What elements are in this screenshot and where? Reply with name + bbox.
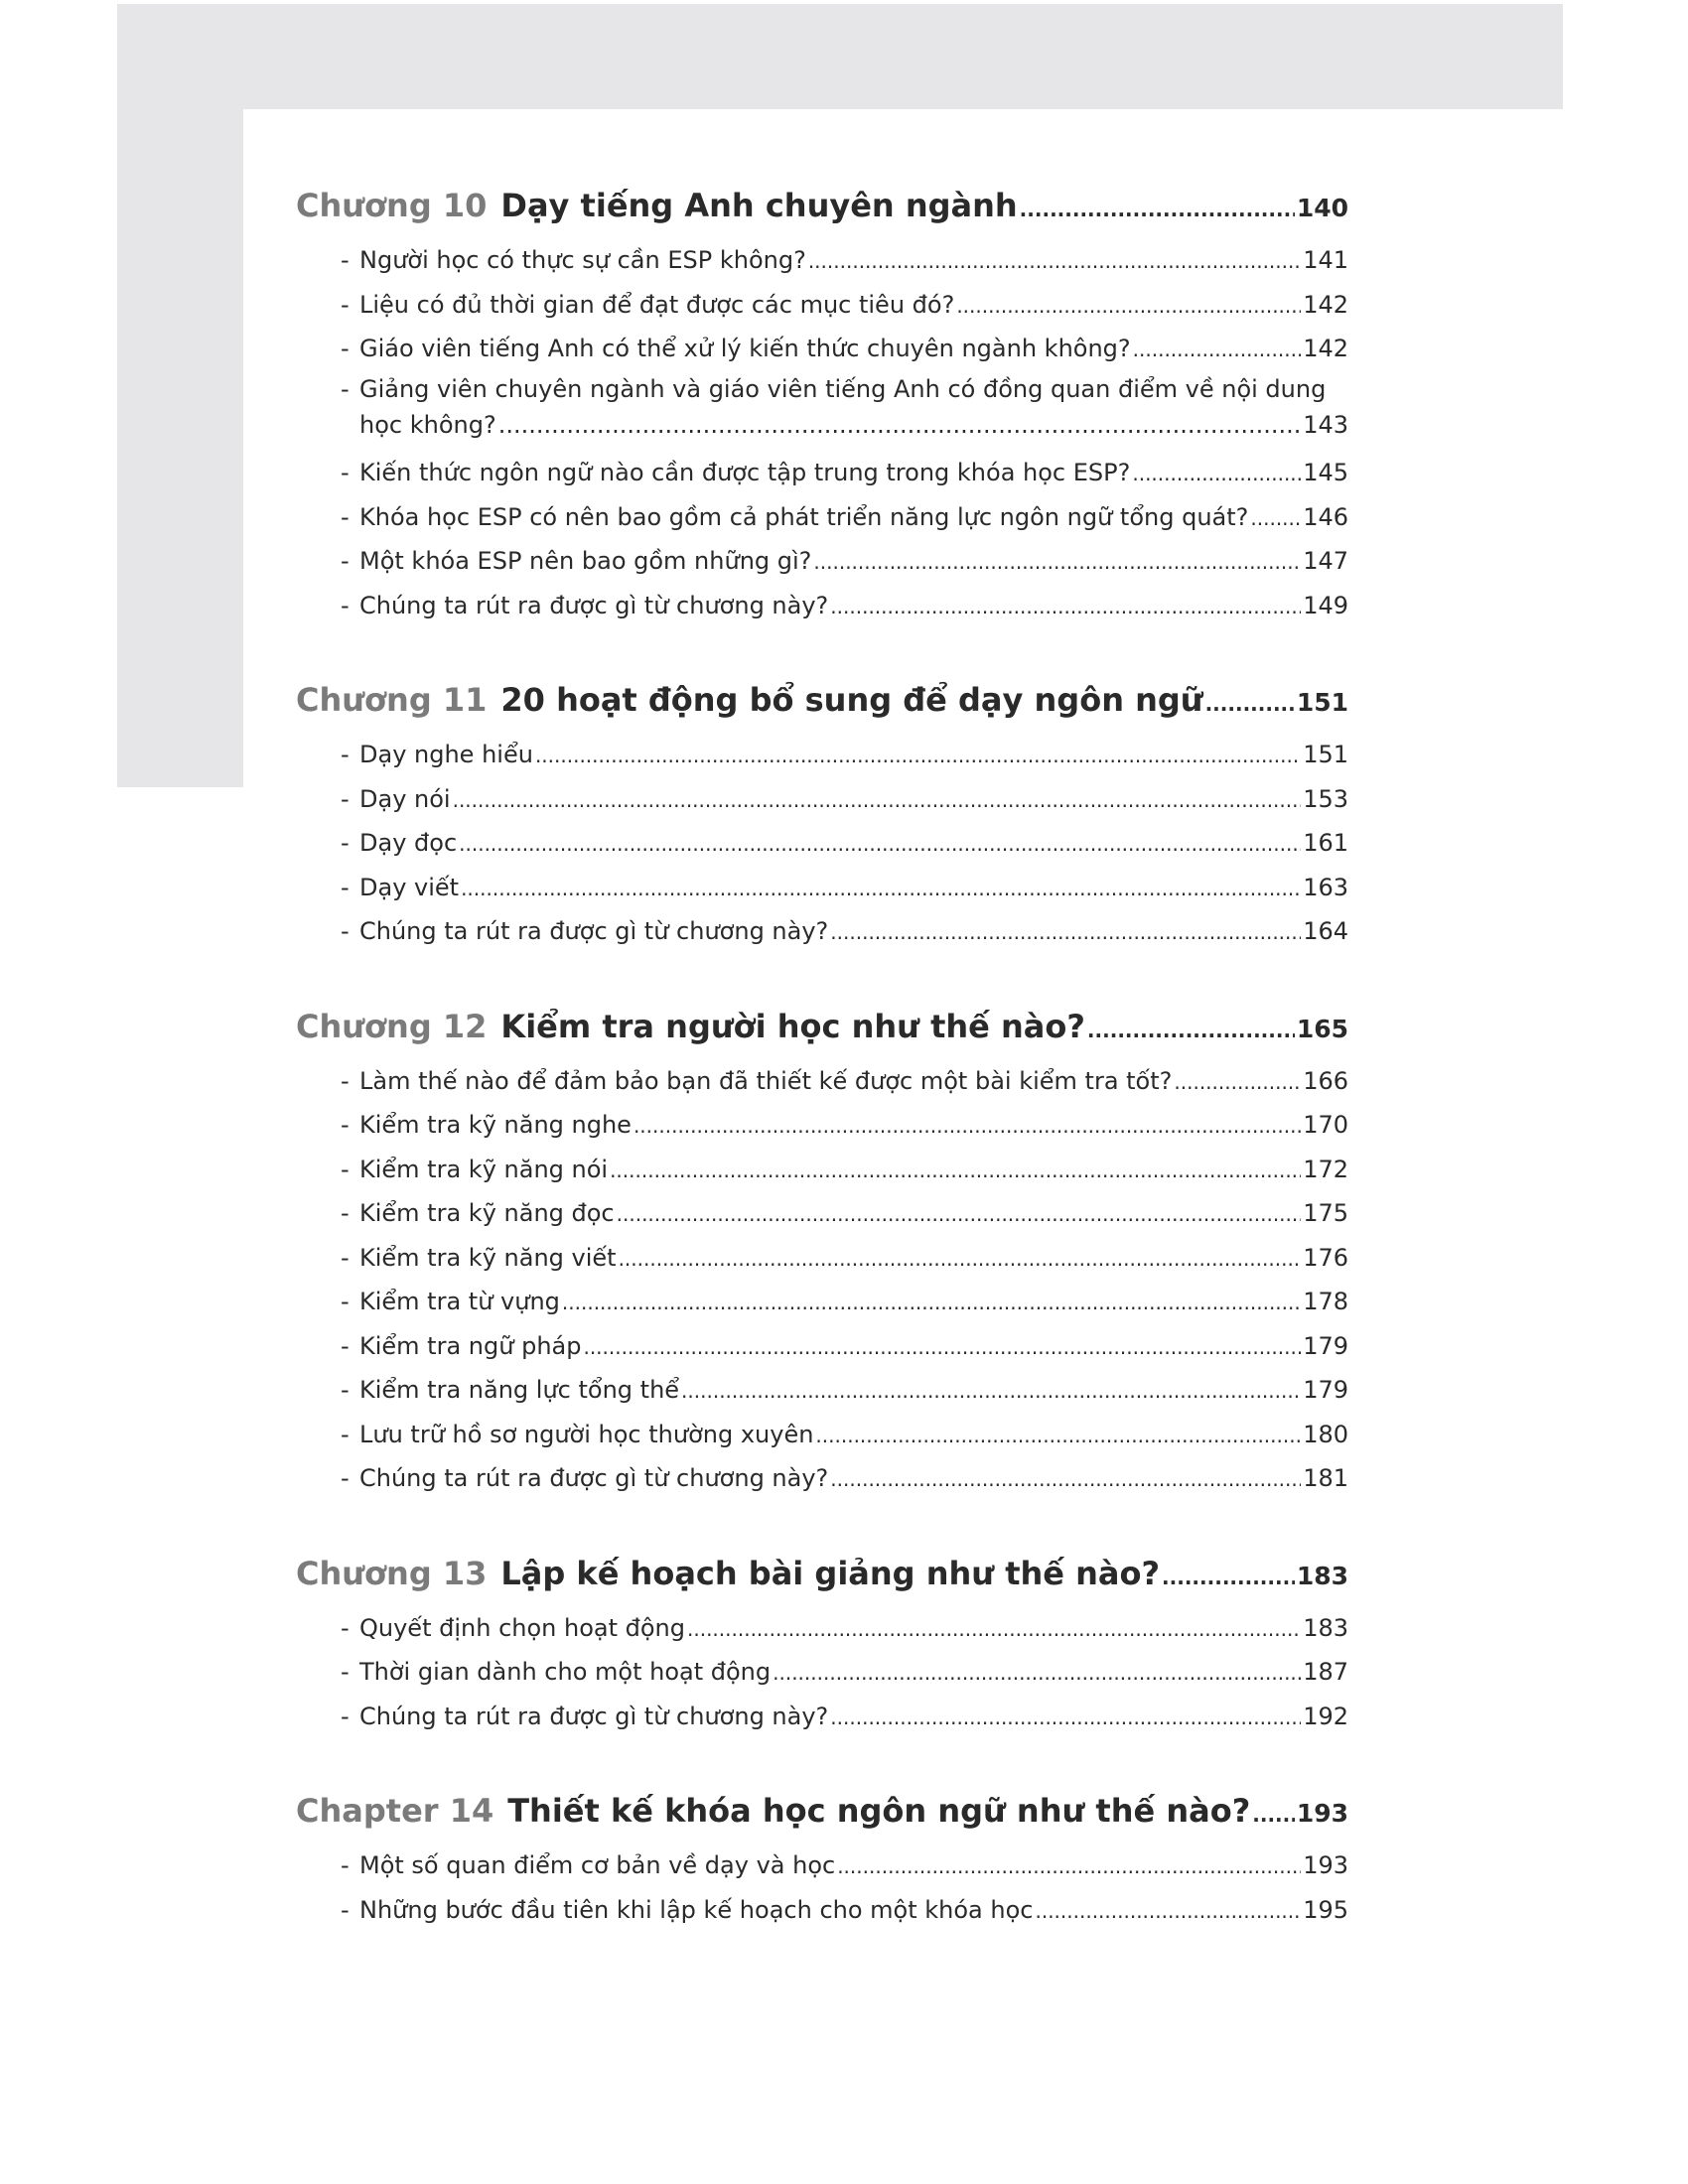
entry-page: 153 [1303,784,1348,813]
entry-text: Chúng ta rút ra được gì từ chương này? [359,591,829,619]
bullet: - [341,374,350,403]
leader-dots [813,540,1301,585]
entry-text: Kiểm tra từ vựng [359,1288,560,1315]
entry-text: Kiểm tra kỹ năng nói [359,1155,609,1183]
toc-entry[interactable] [296,1606,1348,1651]
bullet: - [341,1243,350,1272]
bullet: - [341,1331,350,1360]
leader-dots [1087,1019,1295,1042]
entry-text-line2: học không? [359,410,496,439]
bullet: - [341,873,350,901]
entry-page: 163 [1303,873,1348,901]
leader-dots [535,734,1301,778]
chapter-title: 20 hoạt động bổ sung để dạy ngôn ngữ [500,681,1203,719]
chapter-number: Chapter 14 [296,1792,494,1830]
chapter-14 [296,1792,1348,1932]
bullet: - [341,1288,350,1315]
chapter-page: 151 [1296,688,1348,717]
leader-dots [610,1149,1301,1193]
leader-dots [562,1281,1301,1325]
bullet: - [341,1658,350,1686]
entry-text: Kiểm tra kỹ năng nghe [359,1111,632,1139]
entry-text: Dạy viết [359,873,460,901]
toc-entry[interactable] [296,327,1348,371]
entry-page: 161 [1303,829,1348,857]
chapter-number: Chương 12 [296,1007,488,1045]
chapter-heading[interactable] [296,1008,1348,1059]
toc-entry[interactable] [296,1103,1348,1148]
bullet: - [341,1895,350,1924]
leader-dots [1132,452,1301,496]
leader-dots [1205,692,1295,716]
entry-text: Một số quan điểm cơ bản về dạy và học [359,1851,836,1879]
toc-entry[interactable] [296,733,1348,777]
leader-dots [617,1192,1302,1237]
entry-page: 181 [1303,1464,1348,1492]
chapter-10 [296,187,1348,627]
leader-dots [633,1104,1301,1149]
bullet: - [341,459,350,486]
chapter-heading[interactable] [296,1555,1348,1606]
toc-entry[interactable] [296,1695,1348,1739]
entry-text: Giáo viên tiếng Anh có thể xử lý kiến thức chuyên ngành không? [359,335,1131,362]
toc-entry[interactable] [296,866,1348,910]
entry-page: 183 [1303,1613,1348,1642]
toc-entry[interactable] [296,1888,1348,1933]
bullet: - [341,1376,350,1404]
leader-dots [1162,1566,1295,1589]
bullet: - [341,1420,350,1448]
entry-page: 187 [1303,1658,1348,1686]
leader-dots [459,822,1301,867]
chapter-heading[interactable] [296,681,1348,733]
entry-page: 195 [1303,1895,1348,1924]
leader-dots [1250,496,1301,541]
chapter-13 [296,1555,1348,1739]
entry-text: Quyết định chọn hoạt động [359,1613,685,1642]
bullet: - [341,1155,350,1183]
entry-text: Người học có thực sự cần ESP không? [359,246,806,274]
chapter-number: Chương 10 [296,187,488,224]
bullet: - [341,784,350,813]
toc-entry[interactable] [296,1059,1348,1104]
entry-text: Kiểm tra kỹ năng đọc [359,1199,615,1227]
toc-entry[interactable] [296,1236,1348,1281]
leader-dots [619,1237,1302,1282]
entry-page: 192 [1303,1702,1348,1730]
leader-dots [1020,198,1295,221]
bullet: - [341,547,350,575]
bullet: - [341,1066,350,1095]
toc-entry[interactable] [296,821,1348,866]
toc-entry[interactable] [296,584,1348,628]
bullet: - [341,1111,350,1139]
toc-entry[interactable] [296,1324,1348,1369]
leader-dots [956,284,1301,329]
chapter-11 [296,681,1348,954]
bullet: - [341,1613,350,1642]
chapter-title: Thiết kế khóa học ngôn ngữ như thế nào? [507,1792,1251,1830]
entry-text-line1: Giảng viên chuyên ngành và giáo viên tiếng Anh có đồng quan điểm về nội dung [359,374,1327,403]
leader-dots [830,910,1301,955]
leader-dots [498,407,1301,443]
chapter-12 [296,1008,1348,1501]
bullet: - [341,502,350,531]
toc-entry[interactable] [296,1148,1348,1192]
leader-dots [773,1651,1301,1696]
bullet: - [341,1199,350,1227]
bullet: - [341,1851,350,1879]
entry-text: Kiểm tra ngữ pháp [359,1331,582,1360]
toc-entry[interactable] [296,283,1348,328]
entry-page: 180 [1303,1420,1348,1448]
entry-page: 149 [1303,591,1348,619]
entry-page: 166 [1303,1066,1348,1095]
chapter-page: 193 [1296,1799,1348,1828]
toc-entry[interactable] [296,1413,1348,1457]
entry-text: Chúng ta rút ra được gì từ chương này? [359,1702,829,1730]
leader-dots [1035,1889,1301,1934]
bullet: - [341,917,350,945]
entry-text: Kiểm tra năng lực tổng thể [359,1376,680,1404]
leader-dots [681,1369,1301,1414]
entry-page: 164 [1303,917,1348,945]
toc-entry[interactable] [296,777,1348,822]
leader-dots [1133,328,1302,372]
entry-text: Chúng ta rút ra được gì từ chương này? [359,917,829,945]
leader-dots [1252,1803,1295,1827]
chapter-title: Kiểm tra người học như thế nào? [500,1007,1085,1045]
toc-entry[interactable] [296,371,1348,452]
entry-page: 145 [1303,459,1348,486]
leader-dots [687,1607,1301,1652]
entry-text: Thời gian dành cho một hoạt động [359,1658,772,1686]
entry-page: 178 [1303,1288,1348,1315]
bullet: - [341,335,350,362]
toc-entry[interactable] [296,909,1348,954]
toc-entry[interactable] [296,495,1348,540]
entry-page: 170 [1303,1111,1348,1139]
entry-page: 142 [1303,335,1348,362]
entry-text: Một khóa ESP nên bao gồm những gì? [359,547,812,575]
entry-text: Liệu có đủ thời gian để đạt được các mục tiêu đó? [359,290,955,319]
bullet: - [341,290,350,319]
entry-text: Lưu trữ hồ sơ người học thường xuyên [359,1420,814,1448]
toc-entry[interactable] [296,451,1348,495]
chapter-number: Chương 11 [296,681,488,719]
toc-entry[interactable] [296,1843,1348,1888]
entry-page: 179 [1303,1376,1348,1404]
leader-dots [830,1696,1301,1740]
toc-entry[interactable] [296,238,1348,283]
bullet: - [341,1464,350,1492]
entry-line2 [340,407,1348,452]
entry-page: 147 [1303,547,1348,575]
entry-text: Dạy nói [359,784,451,813]
entry-text: Những bước đầu tiên khi lập kế hoạch cho một khóa học [359,1895,1034,1924]
toc-entry[interactable] [296,1368,1348,1413]
entry-text: Dạy nghe hiểu [359,741,533,768]
chapter-page: 140 [1296,194,1348,222]
entry-page: 193 [1303,1851,1348,1879]
side-band [117,109,243,787]
entry-page: 141 [1303,246,1348,274]
header-band [117,4,1563,109]
chapter-page: 165 [1296,1014,1348,1043]
leader-dots [830,1457,1301,1502]
entry-page: 175 [1303,1199,1348,1227]
chapter-title: Dạy tiếng Anh chuyên ngành [500,187,1018,224]
chapter-heading[interactable] [296,1792,1348,1843]
chapter-heading[interactable] [296,187,1348,238]
toc-entry[interactable] [296,1650,1348,1695]
entry-text: Làm thế nào để đảm bảo bạn đã thiết kế được một bài kiểm tra tốt? [359,1066,1173,1095]
entry-page: 172 [1303,1155,1348,1183]
bullet: - [341,741,350,768]
chapter-page: 183 [1296,1561,1348,1590]
entry-text: Khóa học ESP có nên bao gồm cả phát triển năng lực ngôn ngữ tổng quát? [359,502,1249,531]
entry-text: Kiểm tra kỹ năng viết [359,1243,617,1272]
entry-text: Kiến thức ngôn ngữ nào cần được tập trung trong khóa học ESP? [359,459,1131,486]
leader-dots [837,1844,1301,1889]
entry-page: 146 [1303,502,1348,531]
entry-text: Chúng ta rút ra được gì từ chương này? [359,1464,829,1492]
leader-dots [453,778,1302,823]
table-of-contents [296,187,1348,1985]
bullet: - [341,591,350,619]
entry-page: 176 [1303,1243,1348,1272]
leader-dots [830,585,1301,629]
chapter-number: Chương 13 [296,1554,488,1592]
leader-dots [815,1414,1301,1458]
leader-dots [583,1325,1301,1370]
bullet: - [341,1702,350,1730]
entry-page: 142 [1303,290,1348,319]
bullet: - [341,246,350,274]
toc-entry[interactable] [296,539,1348,584]
leader-dots [808,239,1301,284]
leader-dots [461,867,1301,911]
chapter-title: Lập kế hoạch bài giảng như thế nào? [500,1554,1161,1592]
entry-page: 179 [1303,1331,1348,1360]
toc-entry[interactable] [296,1191,1348,1236]
entry-page: 143 [1303,410,1348,439]
toc-entry[interactable] [296,1456,1348,1501]
entry-text: Dạy đọc [359,829,458,857]
leader-dots [1174,1060,1301,1105]
entry-page: 151 [1303,741,1348,768]
toc-entry[interactable] [296,1280,1348,1324]
bullet: - [341,829,350,857]
